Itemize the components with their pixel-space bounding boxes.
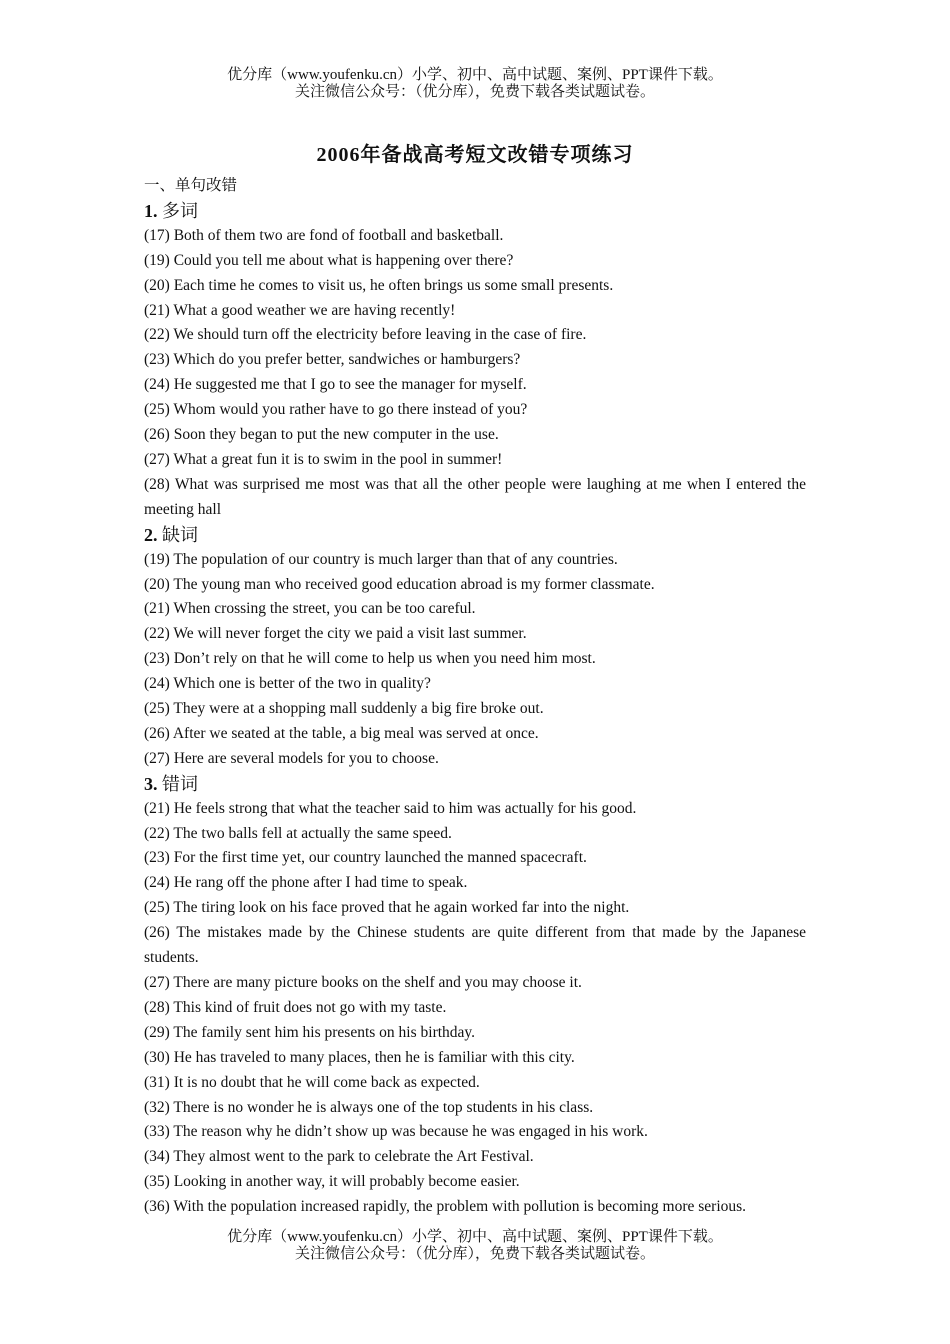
exercise-item: (26) After we seated at the table, a big meal was served at once. [144, 724, 539, 742]
exercise-item: (21) What a good weather we are having recently! [144, 301, 456, 319]
header-line-1: 优分库（www.youfenku.cn）小学、初中、高中试题、案例、PPT课件下载。 [227, 67, 723, 83]
exercise-item: (25) They were at a shopping mall suddenly a big fire broke out. [144, 700, 544, 718]
page-header [0, 67, 950, 101]
exercise-item: (27) There are many picture books on the shelf and you may choose it. [144, 974, 582, 991]
exercise-item: (28) What was surprised me most was that all the other people were laughing at me when I entered the meeting hall [144, 475, 806, 518]
exercise-item: (19) Could you tell me about what is happening over there? [144, 251, 514, 269]
exercise-item: (28) This kind of fruit does not go with my taste. [144, 998, 447, 1016]
part-title: 一、单句改错 [144, 177, 238, 194]
section-number: 2. [144, 524, 158, 545]
footer-line-1: 优分库（www.youfenku.cn）小学、初中、高中试题、案例、PPT课件下载。 [227, 1229, 723, 1245]
section-heading-1 [144, 199, 806, 224]
exercise-item: (17) Both of them two are fond of football and basketball. [144, 226, 504, 244]
exercise-item: (22) The two balls fell at actually the same speed. [144, 824, 452, 842]
exercise-item: (27) What a great fun it is to swim in the pool in summer! [144, 450, 503, 468]
exercise-item: (24) He suggested me that I go to see the manager for myself. [144, 376, 527, 394]
exercise-item: (21) When crossing the street, you can be too careful. [144, 600, 476, 618]
section-number: 3. [144, 773, 158, 794]
exercise-item: (29) The family sent him his presents on his birthday. [144, 1023, 476, 1041]
document-title: 2006年备战高考短文改错专项练习 [316, 144, 634, 166]
exercise-item: (22) We should turn off the electricity before leaving in the case of fire. [144, 326, 587, 344]
document-body [144, 174, 806, 1220]
exercise-item: (19) The population of our country is much larger than that of any countries. [144, 550, 618, 568]
page-footer [0, 1229, 950, 1263]
exercise-item: (31) It is no doubt that he will come back as expected. [144, 1073, 480, 1091]
section-heading-2 [144, 523, 806, 548]
section-name: 多词 [162, 200, 198, 221]
exercise-item: (33) The reason why he didn’t show up was because he was engaged in his work. [144, 1123, 648, 1141]
exercise-item: (22) We will never forget the city we paid a visit last summer. [144, 625, 527, 643]
exercise-item: (23) Which do you prefer better, sandwiches or hamburgers? [144, 351, 521, 369]
exercise-item: (20) Each time he comes to visit us, he often brings us some small presents. [144, 276, 614, 294]
exercise-item: (25) Whom would you rather have to go there instead of you? [144, 401, 528, 419]
exercise-item: (23) Don’t rely on that he will come to help us when you need him most. [144, 650, 596, 668]
exercise-item: (27) Here are several models for you to choose. [144, 749, 439, 767]
exercise-item: (26) The mistakes made by the Chinese students are quite different from that made by the Japanese students. [144, 924, 806, 967]
exercise-item: (30) He has traveled to many places, then he is familiar with this city. [144, 1048, 575, 1066]
exercise-item: (24) Which one is better of the two in quality? [144, 675, 431, 693]
exercise-item: (21) He feels strong that what the teacher said to him was actually for his good. [144, 799, 637, 817]
header-line-2: 关注微信公众号：（优分库），免费下载各类试题试卷。 [294, 84, 655, 100]
exercise-item: (35) Looking in another way, it will probably become easier. [144, 1173, 520, 1191]
exercise-item: (24) He rang off the phone after I had time to speak. [144, 874, 468, 892]
exercise-item: (34) They almost went to the park to celebrate the Art Festival. [144, 1148, 534, 1166]
section-name: 缺词 [162, 524, 198, 545]
section-number: 1. [144, 200, 158, 221]
exercise-item: (20) The young man who received good education abroad is my former classmate. [144, 575, 655, 593]
exercise-item: (36) With the population increased rapidly, the problem with pollution is becoming more serious. [144, 1198, 747, 1216]
section-heading-3 [144, 772, 806, 797]
exercise-item: (32) There is no wonder he is always one of the top students in his class. [144, 1098, 594, 1116]
footer-line-2: 关注微信公众号：（优分库），免费下载各类试题试卷。 [294, 1246, 655, 1262]
section-name: 错词 [162, 773, 198, 794]
exercise-item: (26) Soon they began to put the new computer in the use. [144, 426, 499, 444]
exercise-item: (25) The tiring look on his face proved that he again worked far into the night. [144, 899, 630, 917]
exercise-item: (23) For the first time yet, our country launched the manned spacecraft. [144, 849, 587, 867]
